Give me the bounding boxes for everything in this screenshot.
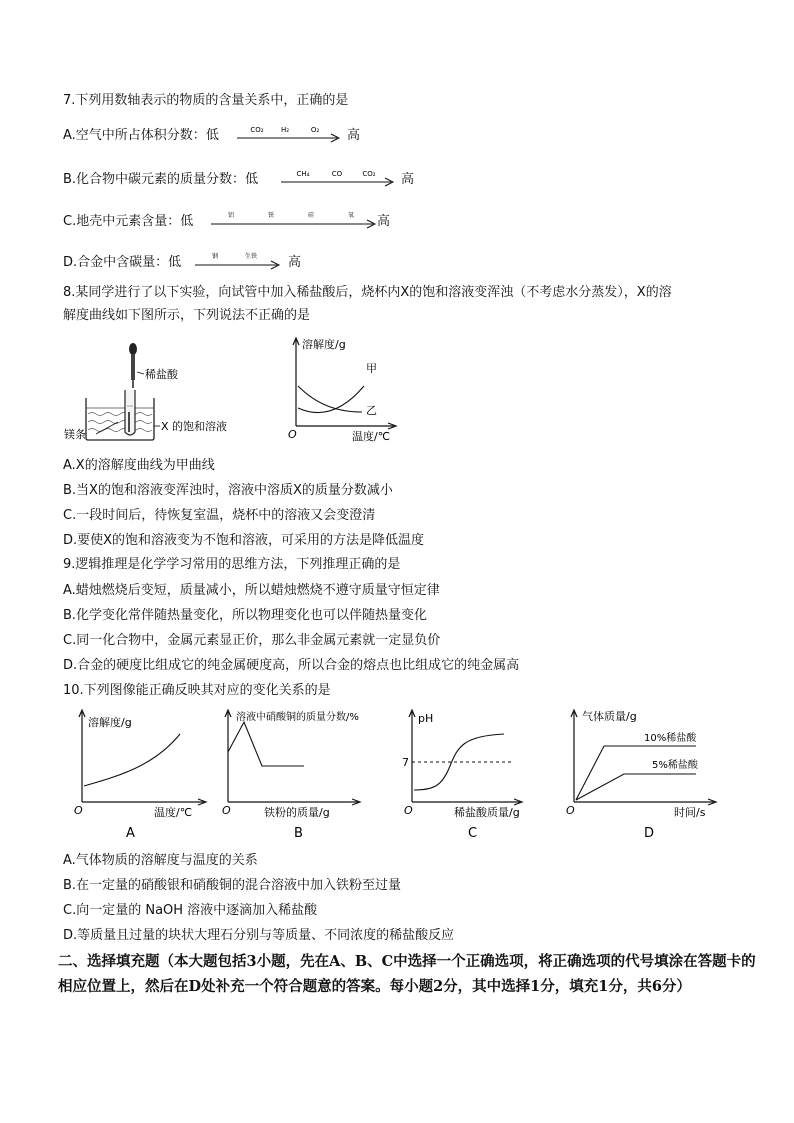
y-axis-label: 气体质量/g bbox=[582, 710, 637, 723]
origin-label: O bbox=[222, 804, 231, 817]
y-axis-label: 溶解度/g bbox=[302, 338, 346, 351]
tick-label: CO₂ bbox=[250, 126, 264, 134]
tick-label: 氧 bbox=[347, 212, 355, 219]
curve bbox=[84, 734, 180, 786]
caption-a: A bbox=[126, 826, 135, 841]
origin-label: O bbox=[288, 428, 297, 441]
q10-stem: 10.下列图像能正确反映其对应的变化关系的是 bbox=[63, 683, 331, 698]
dropper-tube bbox=[131, 354, 135, 380]
ribbon-label: 镁条 bbox=[64, 428, 86, 441]
q10-option-c: C.向一定量的 NaOH 溶液中逐滴加入稀盐酸 bbox=[63, 903, 318, 918]
line-5-label: 5%稀盐酸 bbox=[652, 760, 698, 771]
high-label: 高 bbox=[288, 255, 302, 270]
q10-graph-b bbox=[218, 706, 388, 842]
q7-stem: 7.下列用数轴表示的物质的含量关系中，正确的是 bbox=[63, 93, 349, 108]
q8-solubility-graph bbox=[286, 334, 406, 446]
q10-graph-a bbox=[64, 706, 212, 842]
option-d-axis bbox=[193, 251, 285, 271]
q9-option-a: A.蜡烛燃烧后变短，质量减小，所以蜡烛燃烧不遵守质量守恒定律 bbox=[63, 583, 440, 598]
q8-stem-line2: 解度曲线如下图所示，下列说法不正确的是 bbox=[63, 308, 311, 323]
option-a-label: A.空气中所占体积分数：低 bbox=[63, 128, 219, 143]
y-axis-label: 溶液中硝酸铜的质量分数/% bbox=[236, 712, 359, 723]
q8-option-d: D.要使X的饱和溶液变为不饱和溶液，可采用的方法是降低温度 bbox=[63, 533, 425, 548]
curve bbox=[228, 722, 304, 766]
tick-label: O₂ bbox=[310, 126, 320, 134]
q8-option-a: A.X的溶解度曲线为甲曲线 bbox=[63, 458, 215, 473]
caption-d: D bbox=[644, 826, 655, 841]
line-5-percent bbox=[576, 774, 696, 800]
q9-stem: 9.逻辑推理是化学学习常用的思维方法，下列推理正确的是 bbox=[63, 557, 401, 572]
option-a-axis bbox=[235, 124, 347, 144]
q10-option-a: A.气体物质的溶解度与温度的关系 bbox=[63, 853, 258, 868]
test-tube bbox=[125, 390, 135, 435]
q9-option-b: B.化学变化常伴随热量变化，所以物理变化也可以伴随热量变化 bbox=[63, 608, 428, 623]
q8-apparatus-figure bbox=[64, 334, 286, 446]
q10-option-b: B.在一定量的硝酸银和硝酸铜的混合溶液中加入铁粉至过量 bbox=[63, 878, 402, 893]
curve-jia bbox=[298, 386, 364, 413]
tick-label: 钢 bbox=[211, 253, 219, 260]
x-axis-label: 温度/℃ bbox=[352, 430, 391, 443]
tick-label: CO₂ bbox=[362, 170, 376, 178]
tick-label: 生铁 bbox=[244, 253, 258, 260]
curve-yi-label: 乙 bbox=[366, 404, 377, 417]
q10-graph-d bbox=[564, 706, 734, 842]
option-b-axis bbox=[279, 168, 401, 188]
y-axis-label: 溶解度/g bbox=[88, 716, 132, 729]
tick-label: CO bbox=[331, 170, 343, 178]
option-c-axis bbox=[209, 210, 383, 230]
curve-jia-label: 甲 bbox=[366, 362, 377, 375]
seven-label: 7 bbox=[402, 756, 409, 769]
high-label: 高 bbox=[347, 128, 361, 143]
y-axis-label: pH bbox=[418, 712, 434, 725]
option-b-label: B.化合物中碳元素的质量分数：低 bbox=[63, 172, 259, 187]
x-axis-label: 温度/℃ bbox=[154, 806, 193, 819]
q10-option-d: D.等质量且过量的块状大理石分别与等质量、不同浓度的稀盐酸反应 bbox=[63, 928, 455, 943]
q8-stem-line1: 8.某同学进行了以下实验，向试管中加入稀盐酸后，烧杯内X的饱和溶液变浑浊（不考虑水分蒸发），X的溶 bbox=[63, 285, 672, 300]
q8-option-c: C.一段时间后，待恢复室温，烧杯中的溶液又会变澄清 bbox=[63, 508, 376, 523]
acid-label: 稀盐酸 bbox=[145, 368, 178, 381]
section-2-heading: 二、选择填充题（本大题包括3小题，先在A、B、C中选择一个正确选项，将正确选项的代号填涂在答题卡的相应位置上，然后在D处补充一个符合题意的答案。每小题2分，其中选择1分，填充1分，共6分） bbox=[58, 953, 756, 995]
option-c-label: C.地壳中元素含量：低 bbox=[63, 214, 194, 229]
origin-label: O bbox=[404, 804, 413, 817]
origin-label: O bbox=[566, 804, 575, 817]
q8-option-b: B.当X的饱和溶液变浑浊时，溶液中溶质X的质量分数减小 bbox=[63, 483, 393, 498]
origin-label: O bbox=[74, 804, 83, 817]
x-axis-label: 铁粉的质量/g bbox=[264, 806, 330, 819]
tick-label: CH₄ bbox=[296, 170, 310, 178]
caption-c: C bbox=[468, 826, 478, 841]
option-d-label: D.合金中含碳量：低 bbox=[63, 255, 182, 270]
tick-label: 硅 bbox=[307, 212, 315, 219]
caption-b: B bbox=[294, 826, 303, 841]
tick-label: H₂ bbox=[280, 126, 290, 134]
q9-option-d: D.合金的硬度比组成它的纯金属硬度高，所以合金的熔点也比组成它的纯金属高 bbox=[63, 658, 520, 673]
tick-label: 铝 bbox=[227, 212, 235, 219]
line-10-label: 10%稀盐酸 bbox=[644, 733, 697, 744]
q10-graph-c bbox=[394, 706, 534, 842]
x-axis-label: 稀盐酸质量/g bbox=[454, 806, 520, 819]
high-label: 高 bbox=[377, 214, 391, 229]
line-10-percent bbox=[576, 746, 696, 800]
high-label: 高 bbox=[401, 172, 415, 187]
curve-yi bbox=[298, 386, 362, 412]
tick-label: 铁 bbox=[267, 212, 275, 219]
dropper-bulb bbox=[129, 343, 137, 355]
solution-label: X 的饱和溶液 bbox=[161, 420, 228, 433]
x-axis-label: 时间/s bbox=[674, 806, 706, 819]
q9-option-c: C.同一化合物中，金属元素显正价，那么非金属元素就一定显负价 bbox=[63, 633, 441, 648]
